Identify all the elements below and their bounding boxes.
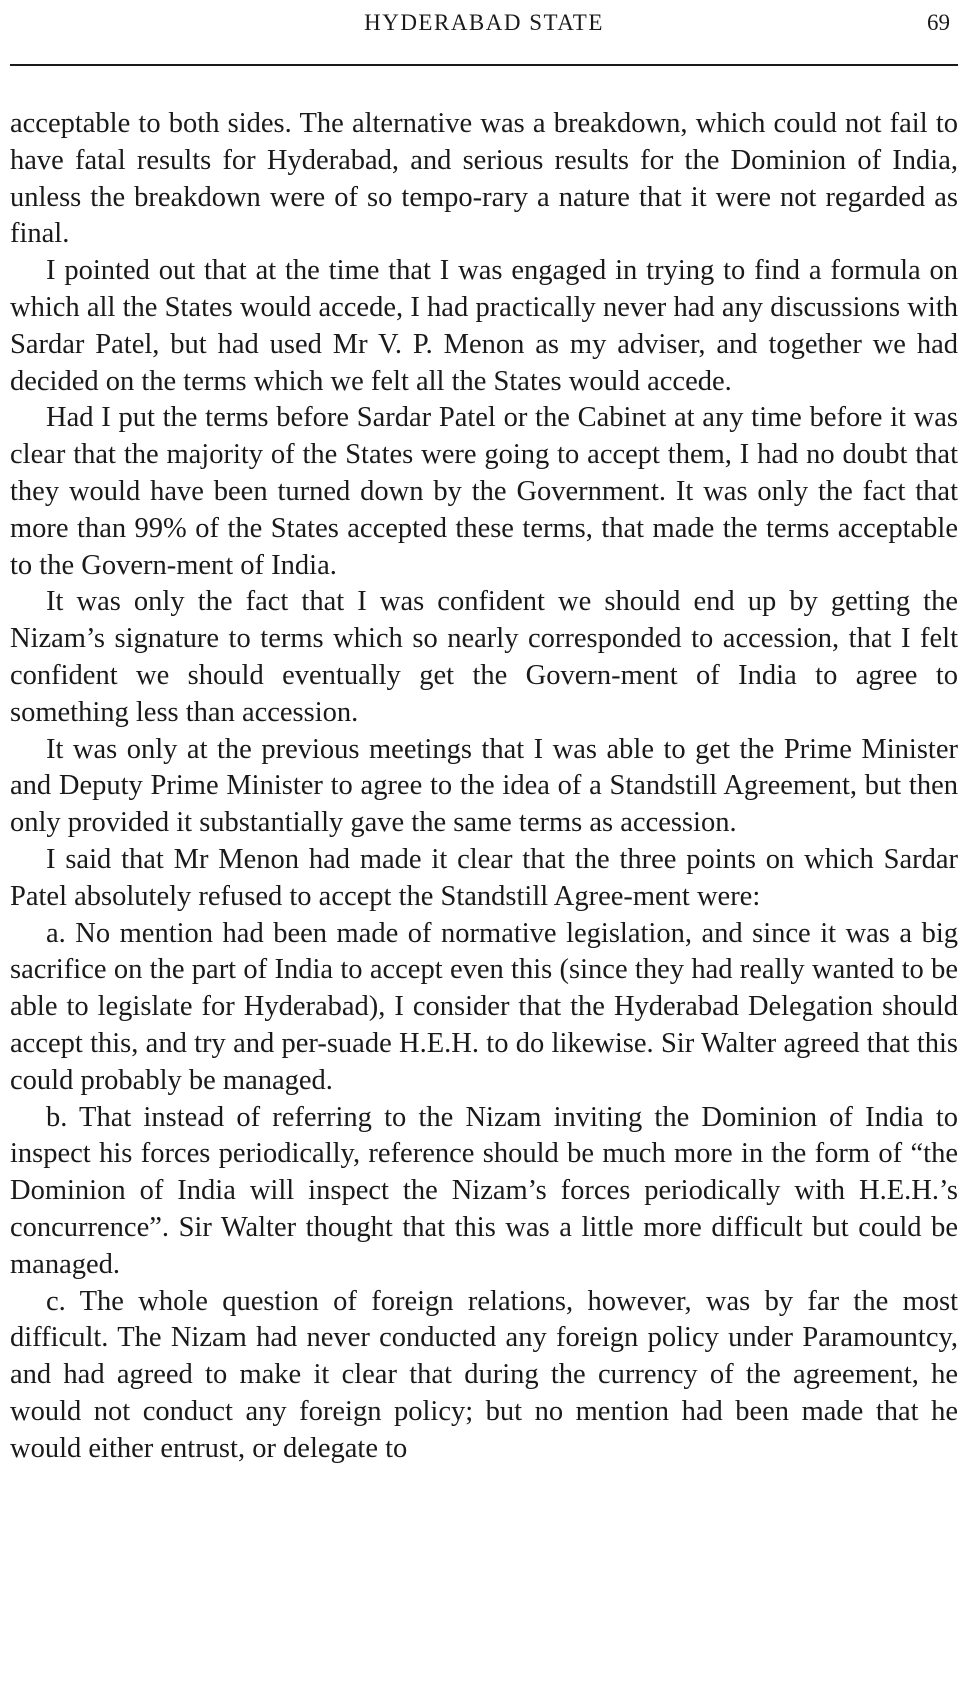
paragraph: Had I put the terms before Sardar Patel or the Cabinet at any time before it was clear that the majority of the States were going to accept them, I had no doubt that they would have been turned down by the Government. It was only the fact that more than 99% of the States accepted these terms, that made the terms acceptable to the Govern-ment of India. [10, 402, 958, 581]
paragraph: It was only at the previous meetings that I was able to get the Prime Minister and Deputy Prime Minister to agree to the idea of a Standstill Agreement, but then only provided it substantially gave the same terms as accession. [10, 733, 958, 839]
paragraph: acceptable to both sides. The alternative was a breakdown, which could not fail to have fatal results for Hyderabad, and serious results for the Dominion of India, unless the breakdown were of so tempo-rary a nature that it were not regarded as final. [10, 108, 958, 250]
running-head: HYDERABAD STATE [364, 10, 604, 35]
page-body [10, 106, 958, 1467]
paragraph: I said that Mr Menon had made it clear that the three points on which Sardar Patel absolutely refused to accept the Standstill Agree-ment were: [10, 843, 958, 912]
list-item-b: b. That instead of referring to the Nizam inviting the Dominion of India to inspect his forces periodically, reference should be much more in the form of “the Dominion of India will inspect the Nizam’s forces periodically with H.E.H.’s concurrence”. Sir Walter thought that this was a little more difficult but could be managed. [10, 1101, 958, 1280]
page-number: 69 [927, 10, 950, 35]
page-header [10, 6, 958, 46]
paragraph: I pointed out that at the time that I was engaged in trying to find a formula on which all the States would accede, I had practically never had any discussions with Sardar Patel, but had used Mr V. P. Menon as my adviser, and together we had decided on the terms which we felt all the States would accede. [10, 255, 958, 397]
paragraph: It was only the fact that I was confident we should end up by getting the Nizam’s signature to terms which so nearly corresponded to accession, that I felt confident we should eventually get the Govern-ment of India to agree to something less than accession. [10, 586, 958, 728]
header-rule [10, 64, 958, 66]
list-item-c: c. The whole question of foreign relations, however, was by far the most difficult. The Nizam had never conducted any foreign policy under Paramountcy, and had agreed to make it clear that during the currency of the agreement, he would not conduct any foreign policy; but no mention had been made that he would either entrust, or delegate to [10, 1285, 958, 1464]
list-item-a: a. No mention had been made of normative legislation, and since it was a big sacrifice on the part of India to accept even this (since they had really wanted to be able to legislate for Hyderabad), I consider that the Hyderabad Delegation should accept this, and try and per-suade H.E.H. to do likewise. Sir Walter agreed that this could probably be managed. [10, 917, 958, 1096]
